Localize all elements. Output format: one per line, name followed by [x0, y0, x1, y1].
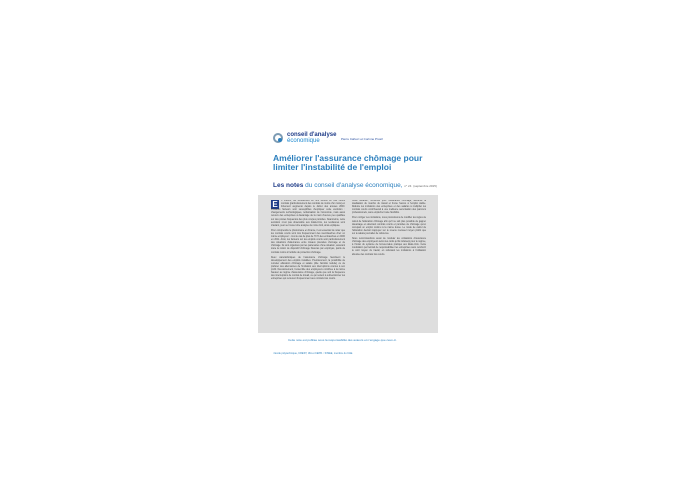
series-date: (septembre 2015): [413, 184, 437, 188]
drop-cap: E: [272, 200, 278, 209]
paragraph: Pour comprendre le phénomène en France, il est essentiel de noter que les contrats courts sont très fréquemment des réembauches chez un même employeur : c'est le cas de plus de 70 % des embauches en CDD en 2011. Ainsi, les facteurs sur les emplois courts sont particulièrement des situations d'alternance entre travaux précaires chomage et de chômage. Ils sont organisés par les partenaires d'une situation, assurant toute la notion de dispositif chômage financés par employés, partis de contrats moins à l'activité de protection chômage.: [271, 229, 345, 254]
summary-column-right: [352, 200, 426, 330]
series-line: [273, 182, 437, 189]
series-number: n° 24: [404, 184, 412, 188]
series-name: du conseil d'analyse économique,: [305, 182, 403, 189]
series-brand: Les notes: [273, 182, 304, 189]
document-title: Améliorer l'assurance chômage pour limiter l'instabilité de l'emploi: [273, 153, 423, 172]
paragraph: Deux caractéristiques de l'assurance chômage favorisent le développement des emplois instables. Premièrement, la possibilité de cumuler allocation chômage et salaire (dite l'activité réduite) ou de préférer des alternances de l'incitation aux interruptions courtes à son profit. Deuxièmement, l'ensemble des employeurs contribue à la même hauteur au régime d'assurance chômage, quelle que soit la fréquence des interruptions de contrat de travail, ce qui revient à subventionner les entreprises qui recourent fréquemment aux contrats très courts.: [271, 256, 345, 281]
author-affiliations: ¹ Ecole polytechnique, CREST, IZA et CEPR. ² INSEE, membre du CAE.: [273, 352, 354, 355]
authors: Pierre Cahuc¹ et Corinne Prost²: [341, 137, 384, 141]
document-page: [258, 120, 438, 365]
summary-box: [258, 195, 438, 333]
paragraph: n France, les embauches se font surtout en très courts contrats (particulièrement des contrats de moins d'un mois) en fortement augmenté depuis le début des années 2000. Plusieurs facteurs sont susceptibles d'expliquer cette évolution : changements technologiques, tertiarisation de l'économie, mais aussi recours des entreprises à davantage de la main d'œuvre peu qualifiée sur des postes fréquentés des plus courtes périodes. Néanmoins, cette évolution n'est pas observable aux États-Unis, les tendances sont d'autant, peut se trouver être analyse de notre droit, ainsi expliquée.: [271, 200, 345, 227]
paragraph: Pour corriger ces incitations, nous préconisons de modifier les règles de calcul de l'allocation chômage afin qu'il ne soit plus possible de gagner davantage en alternant contrats courts et périodes de chômage qu'en occupant un emploi continu à la même durée. Le mode de calcul de l'allocation devrait s'appuyer sur le revenu mensuel moyen plutôt que sur le salaire journalier de référence.: [352, 217, 426, 235]
logo-line-2: économique: [287, 138, 320, 144]
summary-column-left: [271, 200, 345, 330]
cae-logo-icon: [273, 133, 283, 143]
logo-line-1: conseil d'analyse: [287, 132, 337, 138]
paragraph: Nous recommandons aussi de moduler les cotisations d'assurance chômage des employeurs selon les coûts qu'ils induisent pour le régime, à l'instar du système de bonus-malus pratiqué aux États-Unis. Cette modulation permettrait de responsabiliser les entreprises sans renchérir le coût moyen du travail, en réduisant les incitations à l'utilisation abusive des contrats très courts.: [352, 238, 426, 256]
paragraph: Cette situation, renforcée pour l'assurance chômage, alimente la dualisation du marché du travail et freine l'accès à l'emploi stable. Réduire les incitations des entreprises et des salariés à multiplier les contrats courts contribuerait à une meilleure sécurisation des parcours professionnels, sans empêcher toute flexibilité.: [352, 200, 426, 215]
disclaimer-note: Cette note est publiée sous la responsabilité des auteurs et n'engage que ceux-ci.: [288, 338, 397, 342]
cae-logo: [273, 132, 336, 144]
